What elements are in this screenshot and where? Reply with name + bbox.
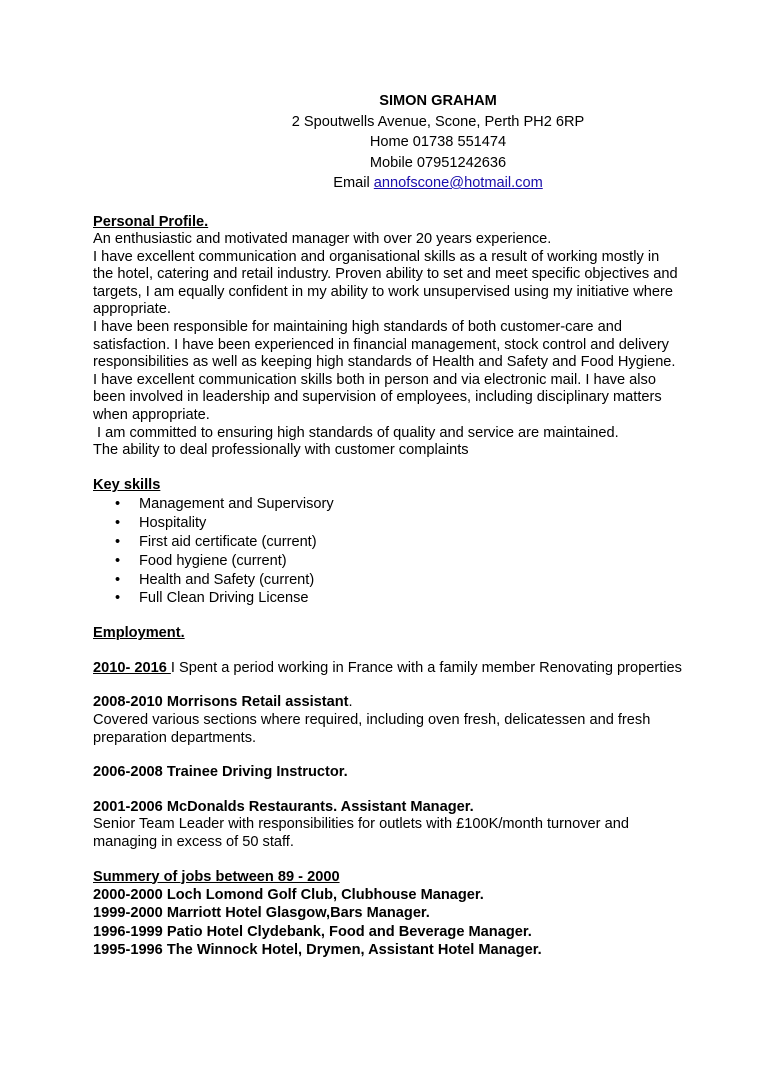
job-entry (93, 660, 683, 678)
job-description: I Spent a period working in France with a family member Renovating properties (170, 659, 682, 676)
home-phone: Home 01738 551474 (369, 134, 507, 150)
cv-page (93, 91, 683, 959)
summary-line: 1999-2000 Marriott Hotel Glasgow,Bars Manager. (93, 905, 430, 922)
summary-line: 1996-1999 Patio Hotel Clydebank, Food and Beverage Manager. (93, 923, 532, 940)
summary-line: 2000-2000 Loch Lomond Golf Club, Clubhouse Manager. (93, 887, 484, 904)
bullet-icon: • (115, 590, 121, 607)
skill-label: Food hygiene (current) (139, 552, 287, 569)
personal-profile-heading: Personal Profile. (93, 213, 209, 230)
job-title-punct: . (348, 694, 353, 711)
email-line (193, 173, 683, 194)
contact-header (93, 91, 683, 194)
skill-label: Management and Supervisory (139, 496, 334, 513)
list-item (93, 589, 683, 608)
personal-profile-section (93, 214, 683, 460)
skill-label: First aid certificate (current) (139, 534, 317, 550)
skill-label: Health and Safety (current) (139, 571, 315, 588)
address: 2 Spoutwells Avenue, Scone, Perth PH2 6RP (291, 113, 585, 130)
job-title: 2001-2006 McDonalds Restaurants. Assistant Manager. (93, 798, 474, 815)
employment-heading: Employment. (93, 625, 185, 642)
list-item (93, 514, 683, 533)
mobile-phone: Mobile 07951242636 (369, 154, 507, 171)
employment-section (93, 625, 683, 851)
list-item (93, 533, 683, 552)
profile-paragraph: I am committed to ensuring high standards of quality and service are maintained. (93, 424, 619, 441)
skill-label: Full Clean Driving License (139, 590, 309, 607)
profile-paragraph: I have been responsible for maintaining high standards of both customer-care and satisfaction. I have been experienced in financial management, stock control and delivery responsibilities as well as keeping high standards of Health and Safety and Food Hygiene. I have excellent communication skills both in person and via electronic mail. I have also been involved in leadership and supervision of employees, including disciplinary matters when appropriate. (93, 319, 676, 424)
list-item (93, 552, 683, 571)
email-label: Email (333, 175, 374, 191)
job-summary-section (93, 869, 683, 959)
bullet-icon: • (115, 515, 121, 532)
job-description: Senior Team Leader with responsibilities for outlets with £100K/month turnover and managing in excess of 50 staff. (93, 816, 629, 850)
profile-paragraph: The ability to deal professionally with customer complaints (93, 442, 469, 459)
list-item (93, 495, 683, 514)
list-item (93, 571, 683, 590)
skill-label: Hospitality (139, 515, 207, 532)
profile-paragraph: I have excellent communication and organisational skills as a result of working mostly in the hotel, catering and retail industry. Proven ability to set and meet specific objectives and targets, I am equally confident in my ability to work unsupervised using my initiative where appropriate. (93, 248, 678, 318)
key-skills-section (93, 477, 683, 608)
bullet-icon: • (115, 571, 121, 588)
bullet-icon: • (115, 534, 121, 550)
summary-line: 1995-1996 The Winnock Hotel, Drymen, Assistant Hotel Manager. (93, 941, 542, 958)
bullet-icon: • (115, 496, 121, 513)
candidate-name: SIMON GRAHAM (379, 93, 497, 109)
profile-paragraph: An enthusiastic and motivated manager with over 20 years experience. (93, 231, 552, 248)
job-title: 2006-2008 Trainee Driving Instructor. (93, 764, 348, 781)
job-description: Covered various sections where required, including oven fresh, delicatessen and fresh preparation departments. (93, 711, 651, 746)
bullet-icon: • (115, 552, 121, 569)
email-link[interactable]: annofscone@hotmail.com (373, 175, 543, 191)
job-title: 2008-2010 Morrisons Retail assistant (93, 694, 349, 711)
job-entry (93, 694, 683, 712)
skills-list (93, 495, 683, 608)
job-summary-heading: Summery of jobs between 89 - 2000 (93, 868, 340, 885)
job-title: 2010- 2016 (93, 659, 171, 676)
key-skills-heading: Key skills (93, 476, 161, 493)
